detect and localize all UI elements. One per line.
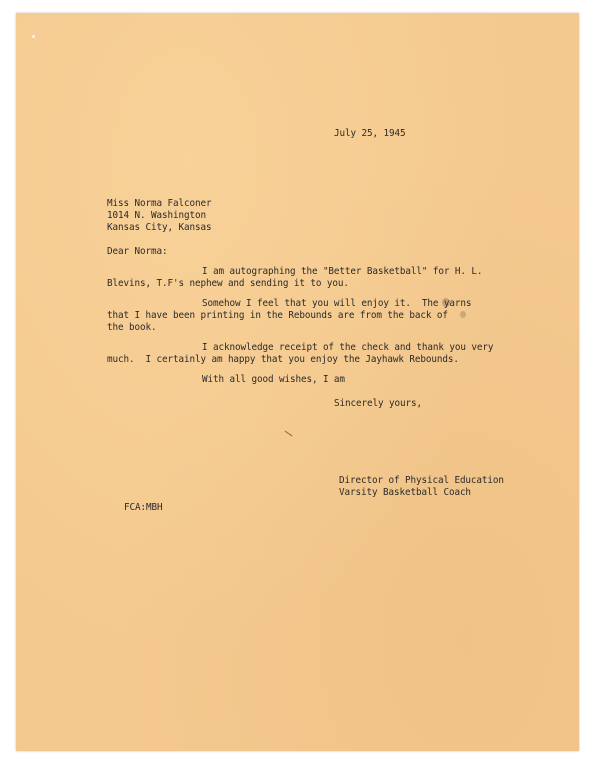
salutation: Dear Norma: (107, 246, 168, 257)
body-paragraph-2-line-3: the book. (107, 322, 157, 333)
body-paragraph-1-line-2: Blevins, T.F's nephew and sending it to you. (107, 278, 349, 289)
typist-initials: FCA:MBH (124, 502, 163, 513)
letter-date: July 25, 1945 (334, 128, 406, 139)
body-paragraph-1-line-1: I am autographing the "Better Basketball" for H. L. (202, 266, 483, 277)
closing: Sincerely yours, (334, 398, 422, 409)
letter-sheet (16, 13, 579, 751)
recipient-name: Miss Norma Falconer (107, 198, 212, 209)
ink-smudge (442, 298, 450, 307)
recipient-street: 1014 N. Washington (107, 210, 206, 221)
body-paragraph-3-line-1: I acknowledge receipt of the check and thank you very (202, 342, 494, 353)
recipient-city: Kansas City, Kansas (107, 222, 212, 233)
body-paragraph-4-line-1: With all good wishes, I am (202, 374, 345, 385)
signature-title-2: Varsity Basketball Coach (339, 487, 471, 498)
body-paragraph-2-line-2: that I have been printing in the Rebounds are from the back of (107, 310, 448, 321)
body-paragraph-2-line-1: Somehow I feel that you will enjoy it. The yarns (202, 298, 472, 309)
body-paragraph-3-line-2: much. I certainly am happy that you enjoy the Jayhawk Rebounds. (107, 354, 459, 365)
paper-speck (32, 35, 35, 38)
paper-mark (285, 431, 293, 437)
ink-smudge (460, 311, 466, 318)
signature-title-1: Director of Physical Education (339, 475, 504, 486)
